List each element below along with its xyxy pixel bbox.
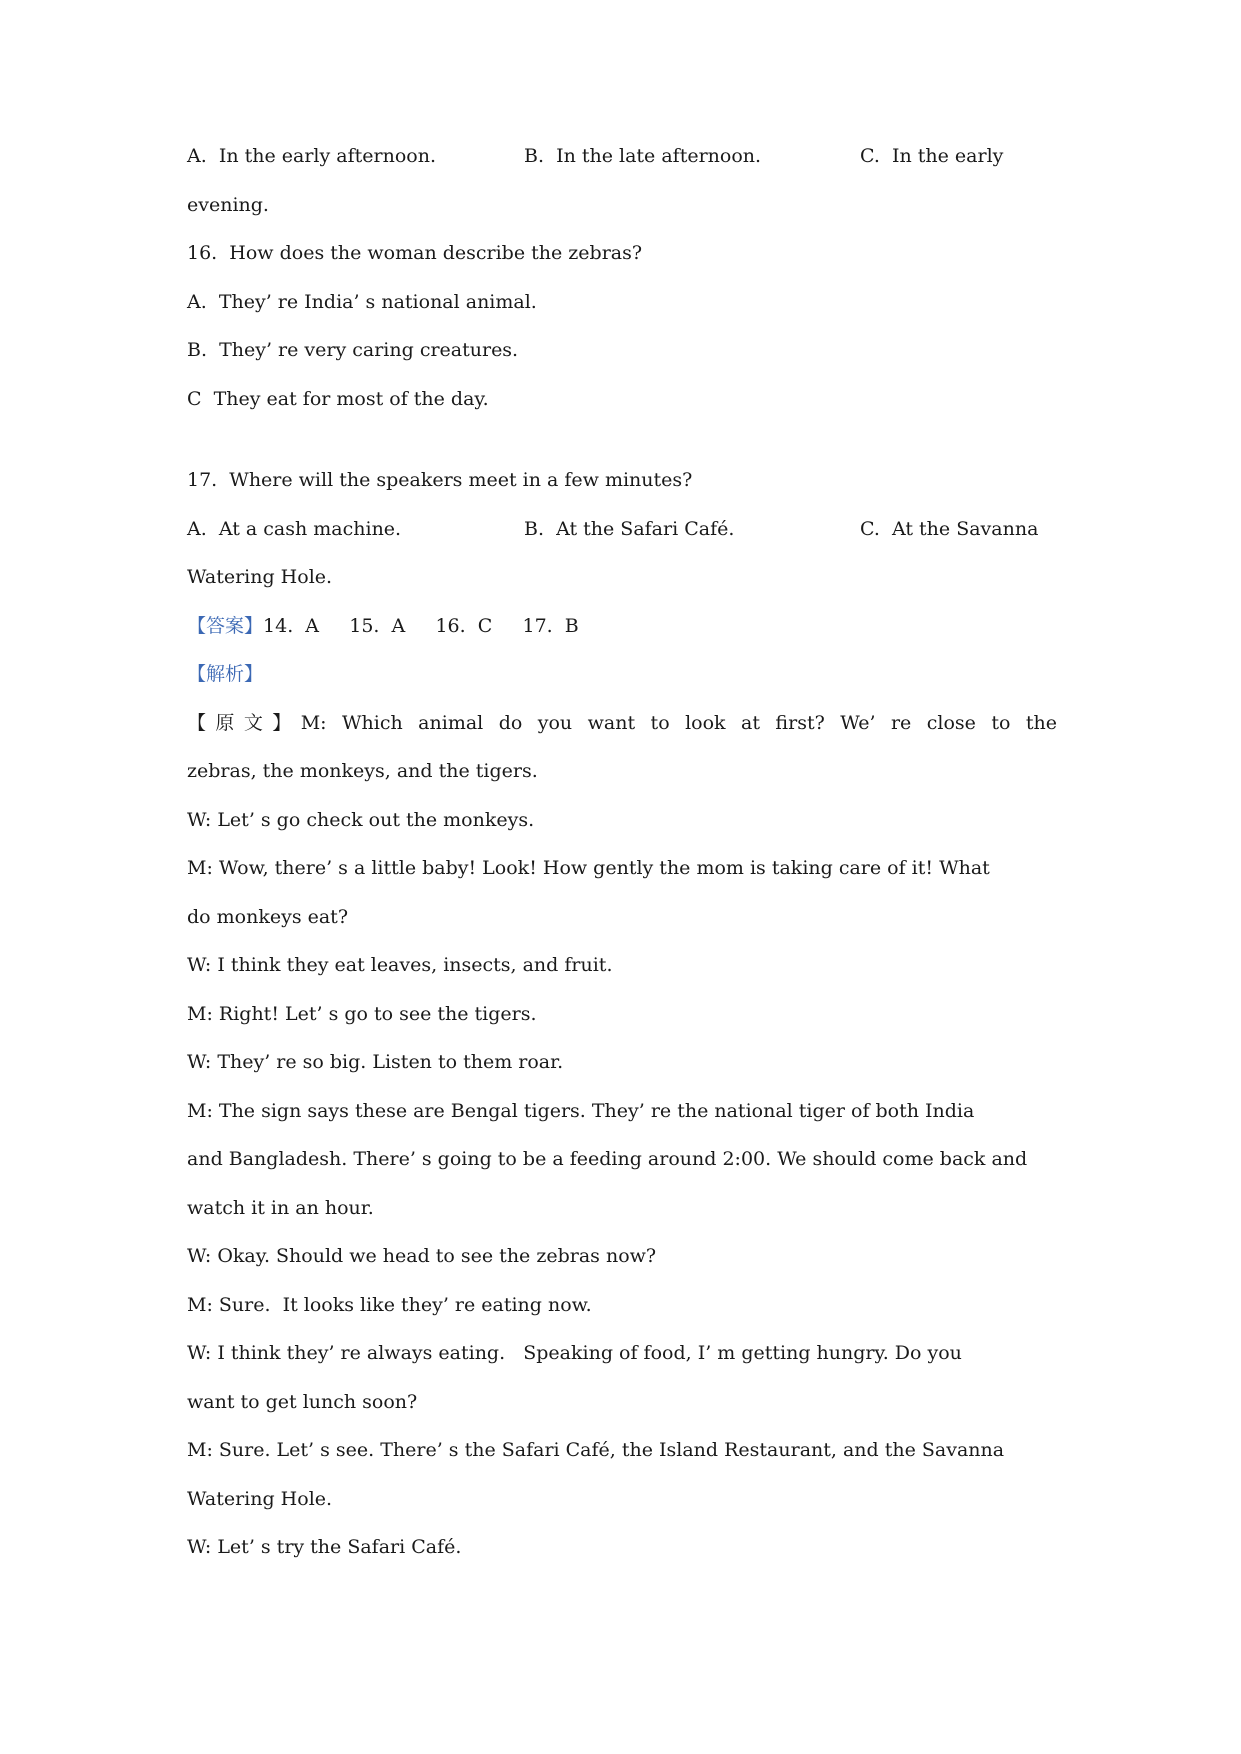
transcript-line: M: Sure. It looks like they’ re eating now. — [187, 1294, 592, 1316]
transcript-line: M: The sign says these are Bengal tigers. They’ re the national tiger of both India — [187, 1100, 975, 1122]
transcript-line: watch it in an hour. — [187, 1197, 374, 1219]
q17-option-b: B. At the Safari Café. — [524, 518, 735, 540]
analysis-label: 【解析】 — [187, 663, 264, 685]
transcript-line: W: Let’ s go check out the monkeys. — [187, 809, 535, 831]
transcript-line: M: Wow, there’ s a little baby! Look! How gently the mom is taking care of it! What — [187, 857, 990, 879]
q15-option-b: B. In the late afternoon. — [524, 145, 762, 167]
q15-option-c-continued: evening. — [187, 194, 269, 216]
transcript-line: W: Let’ s try the Safari Café. — [187, 1536, 462, 1558]
transcript-line: M: Sure. Let’ s see. There’ s the Safari Café, the Island Restaurant, and the Savanna — [187, 1439, 1005, 1461]
answer-text: 14. A 15. A 16. C 17. B — [263, 615, 579, 637]
transcript-line: W: I think they eat leaves, insects, and fruit. — [187, 954, 613, 976]
answer-label: 【答案】 — [187, 615, 264, 637]
transcript-line: W: I think they’ re always eating. Speaking of food, I’ m getting hungry. Do you — [187, 1342, 962, 1364]
transcript-line: do monkeys eat? — [187, 906, 349, 928]
transcript-line: W: Okay. Should we head to see the zebras now? — [187, 1245, 657, 1267]
answer-line — [187, 612, 1057, 640]
transcript-line: and Bangladesh. There’ s going to be a feeding around 2:00. We should come back and — [187, 1148, 1028, 1170]
q17-question: 17. Where will the speakers meet in a few minutes? — [187, 469, 693, 491]
q17-option-a: A. At a cash machine. — [187, 518, 402, 540]
transcript-line: 【原文】M: Which animal do you want to look at first? We’ re close to the — [187, 712, 1057, 734]
transcript-line: M: Right! Let’ s go to see the tigers. — [187, 1003, 537, 1025]
transcript-label: 【原文】 — [187, 712, 301, 734]
q16-question: 16. How does the woman describe the zebras? — [187, 242, 643, 264]
transcript-line: zebras, the monkeys, and the tigers. — [187, 760, 538, 782]
q17-option-c-continued: Watering Hole. — [187, 566, 333, 588]
transcript-line: W: They’ re so big. Listen to them roar. — [187, 1051, 564, 1073]
q16-option-a: A. They’ re India’ s national animal. — [187, 291, 537, 313]
q15-option-a: A. In the early afternoon. — [187, 145, 436, 167]
q15-option-c: C. In the early — [860, 145, 1004, 167]
transcript-line: Watering Hole. — [187, 1488, 333, 1510]
q17-option-c: C. At the Savanna — [860, 518, 1039, 540]
q16-option-c: C They eat for most of the day. — [187, 388, 489, 410]
q16-option-b: B. They’ re very caring creatures. — [187, 339, 519, 361]
transcript-line: want to get lunch soon? — [187, 1391, 418, 1413]
